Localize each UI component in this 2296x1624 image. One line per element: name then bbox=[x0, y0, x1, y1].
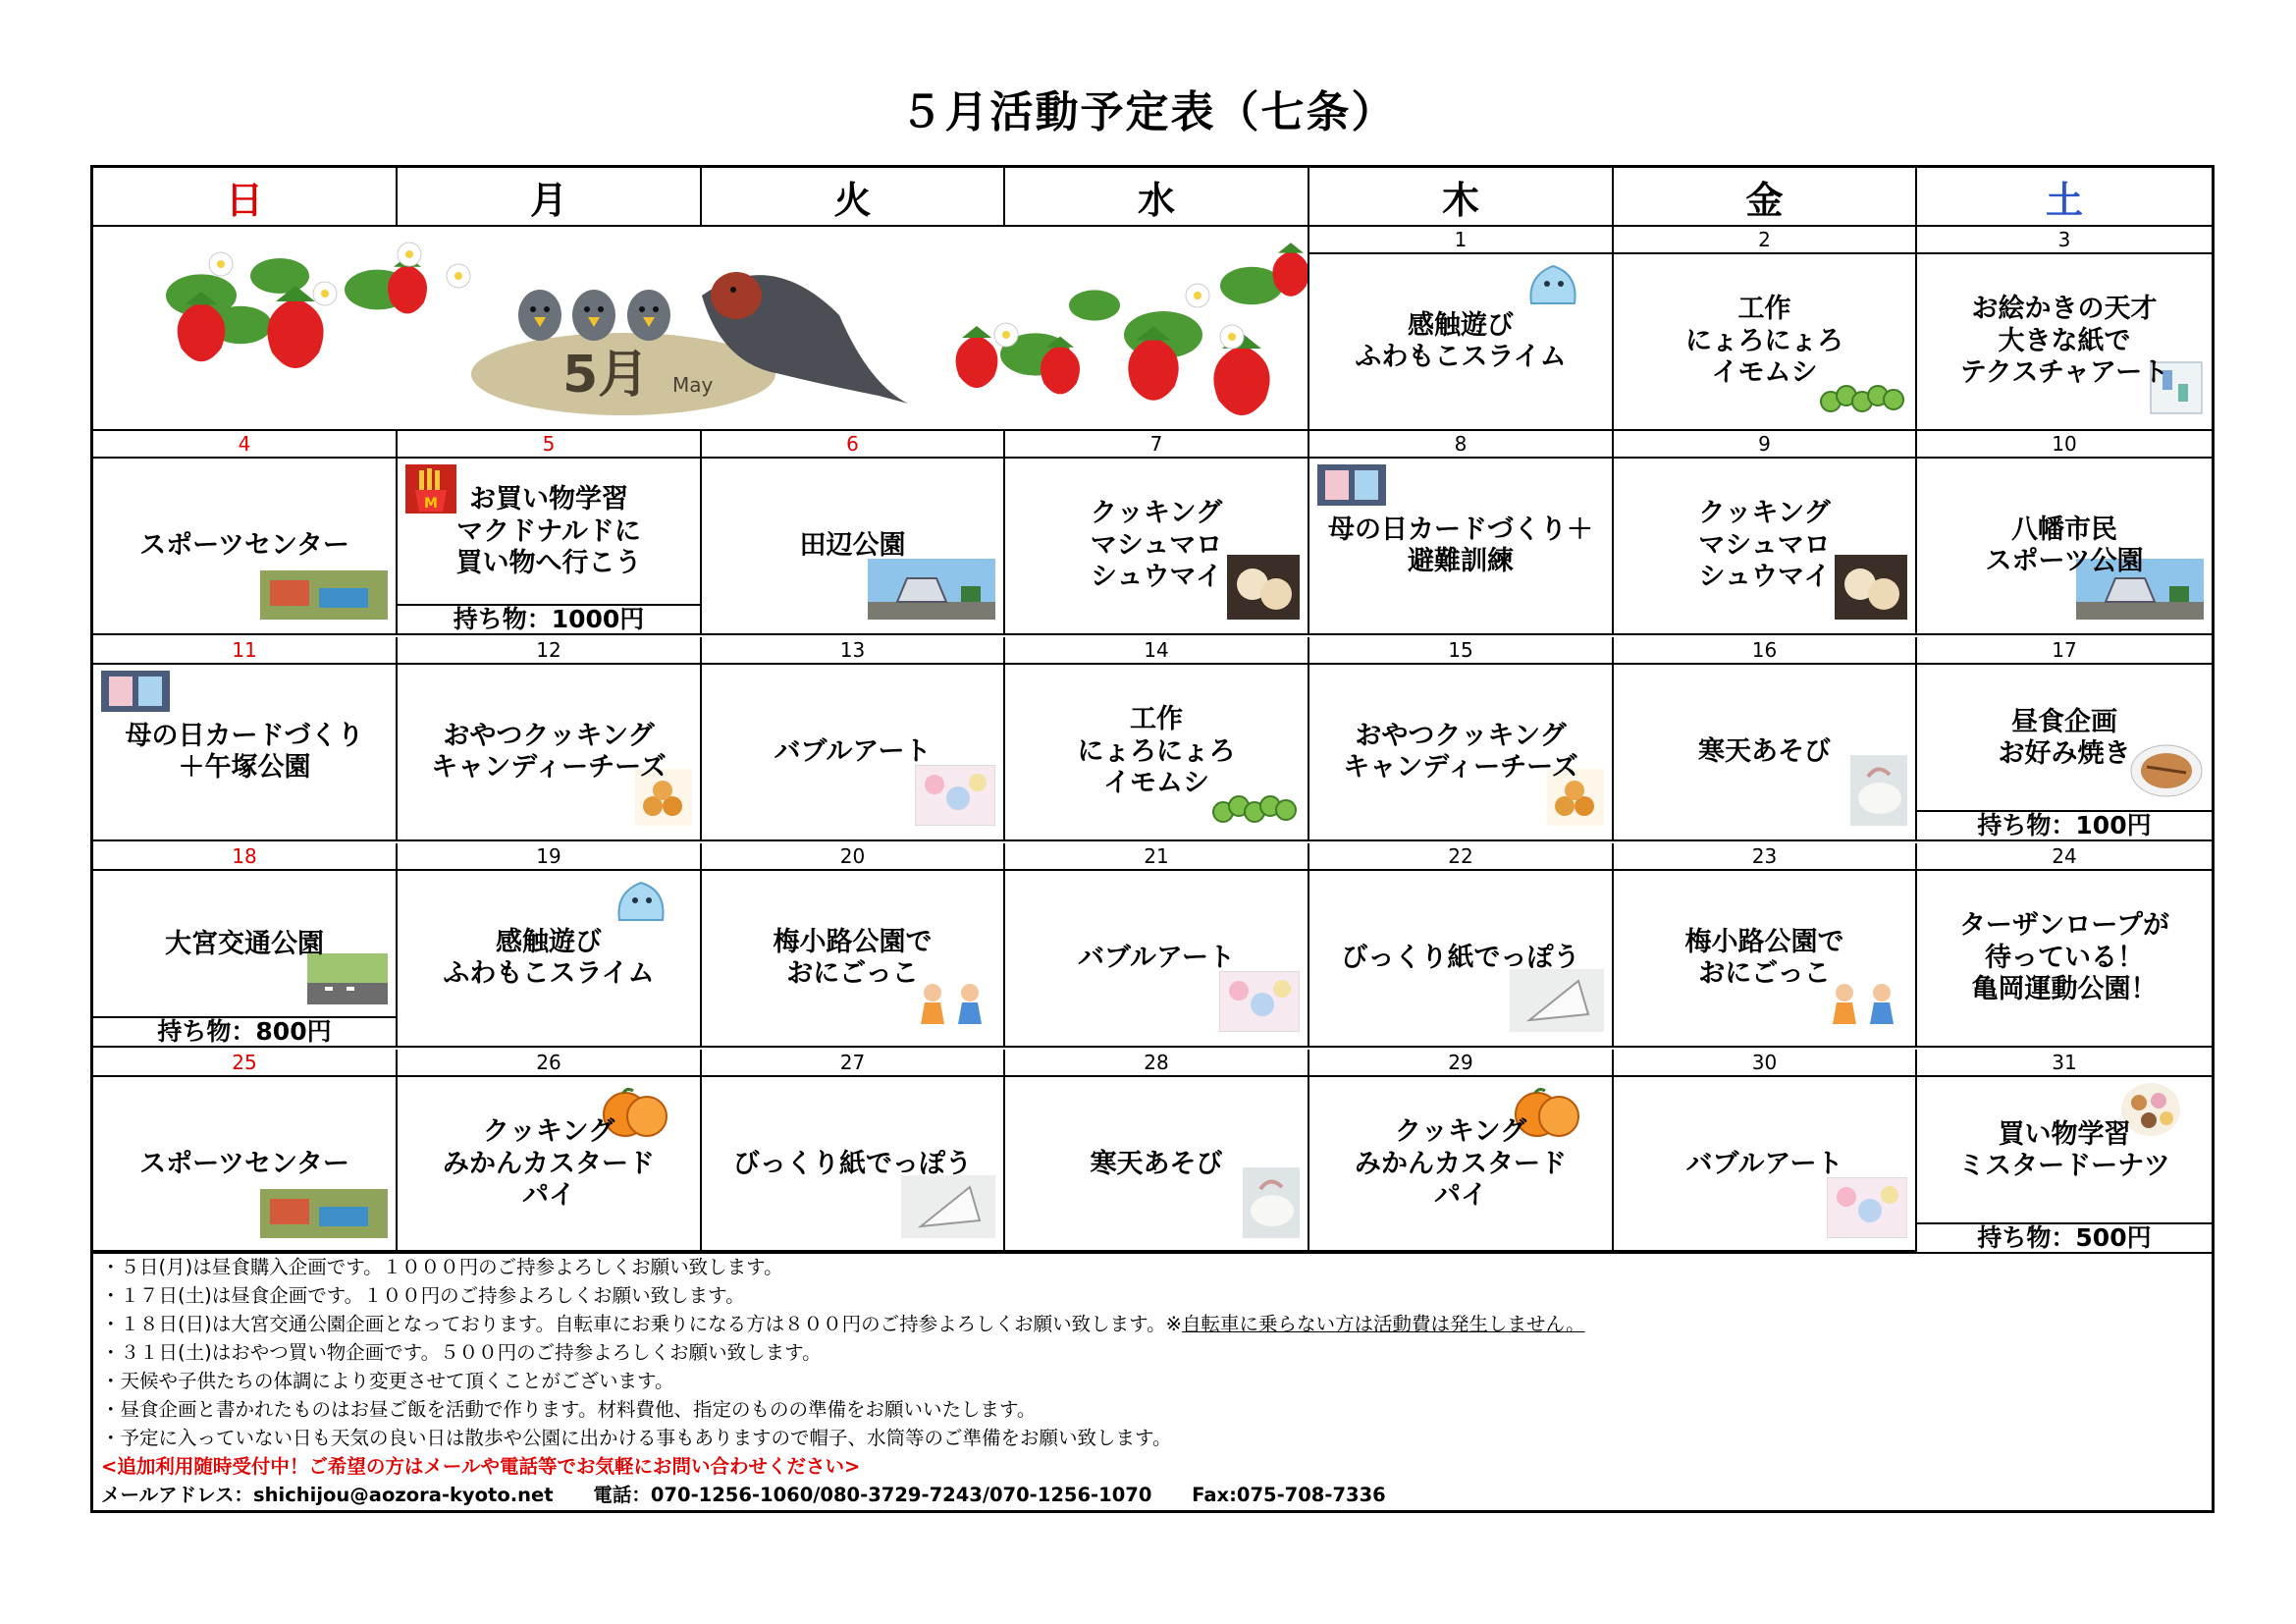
phone-label: 電話： bbox=[593, 1484, 651, 1506]
date-number: 31 bbox=[1917, 1050, 2212, 1077]
activity-cell[interactable] bbox=[1917, 459, 2212, 635]
activity-label: びっくり紙でっぽう bbox=[733, 1148, 972, 1179]
date-number: 20 bbox=[702, 843, 1005, 871]
activity-label: 田辺公園 bbox=[799, 529, 906, 561]
weekday-header: 水 bbox=[1005, 168, 1309, 227]
activity-label: ターザンロープが 待っている！ 亀岡運動公園！ bbox=[1958, 910, 2170, 1005]
activity-cell[interactable] bbox=[1005, 871, 1309, 1048]
activity-cell[interactable] bbox=[93, 459, 398, 635]
activity-label: 母の日カードづくり＋ 避難訓練 bbox=[1328, 514, 1593, 576]
weekday-header: 土 bbox=[1917, 168, 2212, 227]
date-number: 10 bbox=[1917, 431, 2212, 459]
activity-label: バブルアート bbox=[1077, 942, 1236, 973]
email-label: メールアドレス： bbox=[101, 1484, 254, 1506]
activity-cell[interactable] bbox=[1917, 1077, 2212, 1254]
activity-cell[interactable] bbox=[1917, 665, 2212, 841]
date-number: 8 bbox=[1309, 431, 1614, 459]
date-number: 9 bbox=[1614, 431, 1917, 459]
paper-popper-icon bbox=[1510, 969, 1604, 1040]
activity-cell[interactable] bbox=[1614, 871, 1917, 1048]
activity-label: 八幡市民 スポーツ公園 bbox=[1985, 514, 2144, 576]
activity-label: クッキング マシュマロ シュウマイ bbox=[1090, 498, 1223, 593]
banner-month-en: May bbox=[672, 373, 714, 397]
date-number: 17 bbox=[1917, 637, 2212, 665]
date-number: 3 bbox=[1917, 227, 2212, 254]
note-5: ・天候や子供たちの体調により変更させて頂くことがございます。 bbox=[101, 1370, 674, 1392]
activity-cell[interactable] bbox=[1309, 459, 1614, 635]
bring-item: 持ち物：800円 bbox=[93, 1016, 396, 1046]
bring-item: 持ち物：100円 bbox=[1917, 810, 2212, 839]
activity-cell[interactable] bbox=[702, 871, 1005, 1048]
traffic-park-icon bbox=[307, 953, 388, 1012]
activity-cell[interactable] bbox=[93, 665, 398, 841]
okonomiyaki-icon bbox=[2129, 743, 2204, 806]
note-3-underlined: 自転車に乗らない方は活動費は発生しません。 bbox=[1181, 1313, 1585, 1335]
kanten-icon bbox=[1850, 755, 1907, 834]
recruit-notice: <追加利用随時受付中！ご希望の方はメールや電話等でお気軽にお問い合わせください> bbox=[101, 1455, 861, 1478]
notes-section bbox=[90, 1251, 2215, 1513]
date-number: 16 bbox=[1614, 637, 1917, 665]
slime-icon bbox=[1523, 258, 1582, 315]
activity-cell[interactable] bbox=[702, 459, 1005, 635]
date-number: 21 bbox=[1005, 843, 1309, 871]
activity-cell[interactable] bbox=[1309, 665, 1614, 841]
activity-cell[interactable] bbox=[1309, 254, 1614, 431]
date-number: 27 bbox=[702, 1050, 1005, 1077]
activity-cell[interactable] bbox=[398, 665, 702, 841]
sports-center-icon bbox=[260, 1189, 388, 1246]
date-number: 23 bbox=[1614, 843, 1917, 871]
weekday-header: 木 bbox=[1309, 168, 1614, 227]
note-7: ・予定に入っていない日も天気の良い日は散歩や公園に出かける事もありますので帽子、水筒等のご準備をお願い致します。 bbox=[101, 1427, 1172, 1449]
activity-label: クッキング みかんカスタード パイ bbox=[443, 1116, 655, 1212]
activity-label: 買い物学習 ミスタードーナツ bbox=[1958, 1118, 2170, 1181]
date-number: 25 bbox=[93, 1050, 398, 1077]
weekday-header: 日 bbox=[93, 168, 398, 227]
activity-label: 梅小路公園で おにごっこ bbox=[1684, 926, 1844, 989]
date-number: 22 bbox=[1309, 843, 1614, 871]
date-number: 15 bbox=[1309, 637, 1614, 665]
date-number: 19 bbox=[398, 843, 702, 871]
bubble-art-icon bbox=[915, 765, 995, 834]
date-number: 11 bbox=[93, 637, 398, 665]
activity-label: バブルアート bbox=[1685, 1148, 1843, 1179]
banner-month: 5月 bbox=[562, 346, 650, 405]
activity-label: 工作 にょろにょろ イモムシ bbox=[1077, 704, 1236, 799]
bubble-art-icon bbox=[1219, 971, 1300, 1040]
date-number: 7 bbox=[1005, 431, 1309, 459]
note-4: ・３１日(土)はおやつ買い物企画です。５００円のご持参よろしくお願い致します。 bbox=[101, 1341, 822, 1364]
activity-label: 感触遊び ふわもこスライム bbox=[443, 926, 655, 989]
activity-label: クッキング みかんカスタード パイ bbox=[1355, 1116, 1567, 1212]
date-number: 4 bbox=[93, 431, 398, 459]
calendar-grid bbox=[90, 165, 2215, 1253]
note-1: ・５日(月)は昼食購入企画です。１０００円のご持参よろしくお願い致します。 bbox=[101, 1256, 783, 1278]
email-address[interactable]: shichijou@aozora-kyoto.net bbox=[253, 1484, 554, 1506]
bring-item: 持ち物：500円 bbox=[1917, 1222, 2212, 1252]
activity-cell[interactable] bbox=[702, 665, 1005, 841]
date-number: 12 bbox=[398, 637, 702, 665]
svg-text:M: M bbox=[424, 496, 438, 512]
activity-label: おやつクッキング キャンディーチーズ bbox=[431, 720, 667, 783]
date-number: 30 bbox=[1614, 1050, 1917, 1077]
activity-label: びっくり紙でっぽう bbox=[1341, 942, 1580, 973]
date-number: 26 bbox=[398, 1050, 702, 1077]
activity-cell[interactable] bbox=[1614, 1077, 1917, 1254]
bring-item: 持ち物：1000円 bbox=[398, 604, 700, 633]
activity-cell[interactable] bbox=[1614, 459, 1917, 635]
weekday-header: 月 bbox=[398, 168, 702, 227]
activity-label: 梅小路公園で おにごっこ bbox=[773, 926, 933, 989]
date-number: 14 bbox=[1005, 637, 1309, 665]
activity-cell[interactable] bbox=[1309, 1077, 1614, 1254]
shumai-icon bbox=[1835, 555, 1907, 627]
kanten-icon bbox=[1243, 1167, 1300, 1246]
phone-numbers[interactable]: 070-1256-1060/080-3729-7243/070-1256-1070 bbox=[650, 1484, 1152, 1506]
date-number: 1 bbox=[1309, 227, 1614, 254]
fax-number: 075-708-7336 bbox=[1236, 1484, 1386, 1506]
banner-illustration bbox=[93, 227, 1308, 429]
date-number: 5 bbox=[398, 431, 702, 459]
fax-label: Fax: bbox=[1192, 1484, 1237, 1506]
slime-icon bbox=[612, 875, 670, 932]
activity-label: 寒天あそび bbox=[1090, 1148, 1223, 1179]
activity-cell[interactable] bbox=[398, 871, 702, 1048]
activity-label: スポーツセンター bbox=[139, 529, 349, 561]
date-number: 6 bbox=[702, 431, 1005, 459]
date-number: 13 bbox=[702, 637, 1005, 665]
activity-label: お絵かきの天才 大きな紙で テクスチャアート bbox=[1959, 294, 2169, 389]
note-3-text: ・１８日(日)は大宮交通公園企画となっております。自転車にお乗りになる方は８００円のご持参よろしくお願い致します。※ bbox=[101, 1313, 1182, 1335]
card-icon bbox=[101, 671, 170, 720]
date-number: 29 bbox=[1309, 1050, 1614, 1077]
page-title: ５月活動予定表（七条） bbox=[899, 87, 1397, 137]
weekday-header: 火 bbox=[702, 168, 1005, 227]
paper-popper-icon bbox=[901, 1175, 995, 1246]
sports-center-icon bbox=[260, 570, 388, 627]
activity-cell[interactable] bbox=[1005, 1077, 1309, 1254]
park-icon bbox=[868, 559, 995, 627]
note-3 bbox=[101, 1310, 2204, 1338]
note-6: ・昼食企画と書かれたものはお昼ご飯を活動で作ります。材料費他、指定のものの準備をお願いいたします。 bbox=[101, 1398, 1037, 1421]
card-icon bbox=[1317, 464, 1386, 514]
activity-label: 工作 にょろにょろ イモムシ bbox=[1685, 294, 1843, 389]
date-number: 18 bbox=[93, 843, 398, 871]
activity-cell[interactable] bbox=[1614, 665, 1917, 841]
activity-label: 昼食企画 お好み焼き bbox=[1998, 706, 2131, 769]
activity-cell[interactable] bbox=[1005, 665, 1309, 841]
weekday-header: 金 bbox=[1614, 168, 1917, 227]
activity-label: 寒天あそび bbox=[1698, 735, 1831, 767]
activity-label: 感触遊び ふわもこスライム bbox=[1355, 309, 1567, 372]
activity-label: バブルアート bbox=[774, 735, 932, 767]
activity-cell[interactable] bbox=[702, 1077, 1005, 1254]
activity-cell[interactable] bbox=[1005, 459, 1309, 635]
bubble-art-icon bbox=[1827, 1177, 1907, 1246]
activity-cell[interactable] bbox=[1917, 871, 2212, 1048]
activity-label: 母の日カードづくり ＋午塚公園 bbox=[125, 720, 364, 783]
fries-icon bbox=[405, 464, 456, 521]
contact-line bbox=[101, 1481, 2204, 1509]
date-number: 28 bbox=[1005, 1050, 1309, 1077]
note-2: ・１７日(土)は昼食企画です。１００円のご持参よろしくお願い致します。 bbox=[101, 1284, 745, 1307]
activity-cell[interactable] bbox=[1614, 254, 1917, 431]
shumai-icon bbox=[1227, 555, 1300, 627]
activity-cell[interactable] bbox=[398, 1077, 702, 1254]
activity-label: スポーツセンター bbox=[139, 1148, 349, 1179]
activity-label: おやつクッキング キャンディーチーズ bbox=[1343, 720, 1578, 783]
activity-label: クッキング マシュマロ シュウマイ bbox=[1698, 498, 1831, 593]
activity-label: お買い物学習 マクドナルドに 買い物へ行こう bbox=[455, 484, 642, 579]
month-banner bbox=[93, 227, 1309, 431]
activity-cell[interactable] bbox=[1309, 871, 1614, 1048]
date-number: 2 bbox=[1614, 227, 1917, 254]
date-number: 24 bbox=[1917, 843, 2212, 871]
activity-cell[interactable] bbox=[93, 871, 398, 1048]
activity-cell[interactable] bbox=[398, 459, 702, 635]
activity-cell[interactable] bbox=[93, 1077, 398, 1254]
activity-label: 大宮交通公園 bbox=[165, 928, 324, 959]
activity-cell[interactable] bbox=[1917, 254, 2212, 431]
